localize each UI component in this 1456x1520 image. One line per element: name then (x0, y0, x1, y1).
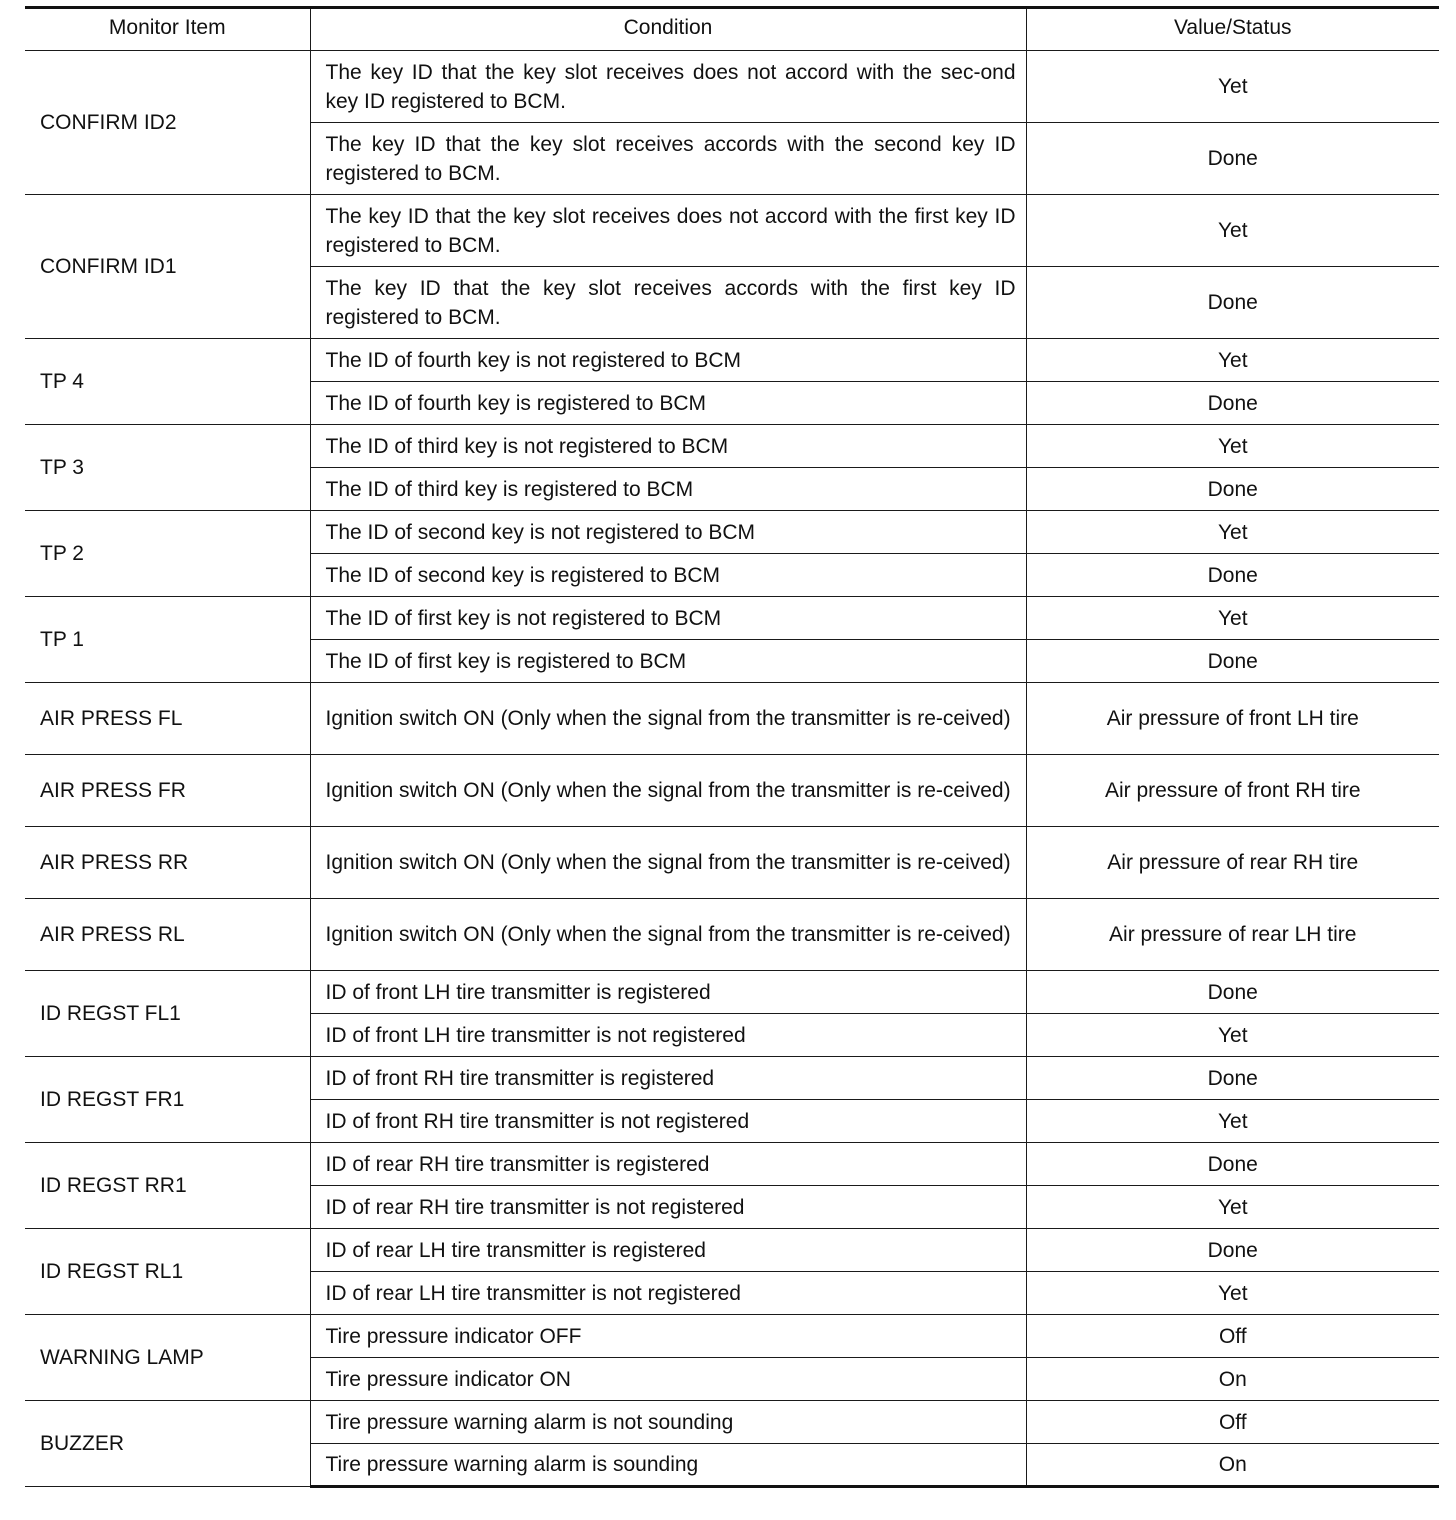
value-status-cell: Yet (1026, 425, 1439, 468)
table-row (25, 597, 1439, 640)
monitor-item-cell: AIR PRESS FL (25, 683, 310, 755)
monitor-item-cell: TP 3 (25, 425, 310, 511)
header-row (25, 8, 1439, 51)
header-condition: Condition (310, 8, 1026, 51)
table-row (25, 827, 1439, 899)
monitor-item-cell: CONFIRM ID1 (25, 195, 310, 339)
value-status-cell: Yet (1026, 1014, 1439, 1057)
condition-cell: The ID of second key is registered to BCM (310, 554, 1026, 597)
header-monitor-item: Monitor Item (25, 8, 310, 51)
table-row (25, 511, 1439, 554)
condition-cell: The key ID that the key slot receives accords with the first key ID registered to BCM. (310, 267, 1026, 339)
condition-cell: The ID of first key is registered to BCM (310, 640, 1026, 683)
condition-cell: The ID of third key is registered to BCM (310, 468, 1026, 511)
condition-cell: ID of front RH tire transmitter is registered (310, 1057, 1026, 1100)
value-status-cell: Done (1026, 382, 1439, 425)
condition-cell: The ID of second key is not registered to BCM (310, 511, 1026, 554)
table-row (25, 339, 1439, 382)
value-status-cell: Done (1026, 468, 1439, 511)
value-status-cell: On (1026, 1444, 1439, 1487)
value-status-cell: Yet (1026, 511, 1439, 554)
monitor-table (25, 6, 1439, 1488)
value-status-cell: Done (1026, 1057, 1439, 1100)
table-row (25, 1315, 1439, 1358)
table-row (25, 51, 1439, 123)
condition-cell: ID of front RH tire transmitter is not registered (310, 1100, 1026, 1143)
value-status-cell: Yet (1026, 195, 1439, 267)
value-status-cell: Off (1026, 1315, 1439, 1358)
condition-cell: ID of rear RH tire transmitter is registered (310, 1143, 1026, 1186)
value-status-cell: Yet (1026, 597, 1439, 640)
condition-cell: Tire pressure indicator OFF (310, 1315, 1026, 1358)
condition-cell: Ignition switch ON (Only when the signal from the transmitter is re-ceived) (310, 899, 1026, 971)
condition-cell: The key ID that the key slot receives does not accord with the sec-ond key ID registered to BCM. (310, 51, 1026, 123)
value-status-cell: Yet (1026, 339, 1439, 382)
value-status-cell: Done (1026, 123, 1439, 195)
header-value-status: Value/Status (1026, 8, 1439, 51)
table-row (25, 683, 1439, 755)
value-status-cell: Done (1026, 971, 1439, 1014)
monitor-item-cell: ID REGST FL1 (25, 971, 310, 1057)
condition-cell: The ID of fourth key is not registered to BCM (310, 339, 1026, 382)
condition-cell: Ignition switch ON (Only when the signal from the transmitter is re-ceived) (310, 827, 1026, 899)
monitor-item-cell: WARNING LAMP (25, 1315, 310, 1401)
table-row (25, 1057, 1439, 1100)
condition-cell: The ID of third key is not registered to BCM (310, 425, 1026, 468)
monitor-item-cell: AIR PRESS RR (25, 827, 310, 899)
monitor-item-cell: CONFIRM ID2 (25, 51, 310, 195)
monitor-item-cell: TP 2 (25, 511, 310, 597)
condition-cell: The key ID that the key slot receives does not accord with the first key ID registered to BCM. (310, 195, 1026, 267)
monitor-item-cell: BUZZER (25, 1401, 310, 1487)
condition-cell: ID of rear LH tire transmitter is registered (310, 1229, 1026, 1272)
monitor-item-cell: AIR PRESS FR (25, 755, 310, 827)
table-row (25, 971, 1439, 1014)
condition-cell: ID of rear RH tire transmitter is not registered (310, 1186, 1026, 1229)
condition-cell: Ignition switch ON (Only when the signal from the transmitter is re-ceived) (310, 755, 1026, 827)
table-row (25, 195, 1439, 267)
value-status-cell: Yet (1026, 1186, 1439, 1229)
condition-cell: Tire pressure warning alarm is sounding (310, 1444, 1026, 1487)
condition-cell: ID of front LH tire transmitter is not registered (310, 1014, 1026, 1057)
value-status-cell: Yet (1026, 51, 1439, 123)
value-status-cell: Air pressure of rear RH tire (1026, 827, 1439, 899)
monitor-item-cell: ID REGST RR1 (25, 1143, 310, 1229)
value-status-cell: Air pressure of front LH tire (1026, 683, 1439, 755)
condition-cell: The ID of first key is not registered to BCM (310, 597, 1026, 640)
table-row (25, 1401, 1439, 1444)
value-status-cell: Done (1026, 1229, 1439, 1272)
value-status-cell: Off (1026, 1401, 1439, 1444)
condition-cell: ID of front LH tire transmitter is registered (310, 971, 1026, 1014)
value-status-cell: Done (1026, 1143, 1439, 1186)
value-status-cell: Done (1026, 554, 1439, 597)
value-status-cell: Done (1026, 640, 1439, 683)
monitor-item-cell: TP 1 (25, 597, 310, 683)
monitor-item-cell: ID REGST RL1 (25, 1229, 310, 1315)
monitor-item-cell: ID REGST FR1 (25, 1057, 310, 1143)
table-body (25, 51, 1439, 1487)
condition-cell: The ID of fourth key is registered to BCM (310, 382, 1026, 425)
condition-cell: The key ID that the key slot receives accords with the second key ID registered to BCM. (310, 123, 1026, 195)
condition-cell: Ignition switch ON (Only when the signal from the transmitter is re-ceived) (310, 683, 1026, 755)
table-row (25, 899, 1439, 971)
value-status-cell: Done (1026, 267, 1439, 339)
table-row (25, 1143, 1439, 1186)
value-status-cell: On (1026, 1358, 1439, 1401)
table-row (25, 755, 1439, 827)
table-row (25, 1229, 1439, 1272)
condition-cell: Tire pressure warning alarm is not sounding (310, 1401, 1026, 1444)
value-status-cell: Air pressure of front RH tire (1026, 755, 1439, 827)
value-status-cell: Air pressure of rear LH tire (1026, 899, 1439, 971)
value-status-cell: Yet (1026, 1100, 1439, 1143)
monitor-item-cell: TP 4 (25, 339, 310, 425)
monitor-item-cell: AIR PRESS RL (25, 899, 310, 971)
condition-cell: ID of rear LH tire transmitter is not registered (310, 1272, 1026, 1315)
value-status-cell: Yet (1026, 1272, 1439, 1315)
table-row (25, 425, 1439, 468)
condition-cell: Tire pressure indicator ON (310, 1358, 1026, 1401)
